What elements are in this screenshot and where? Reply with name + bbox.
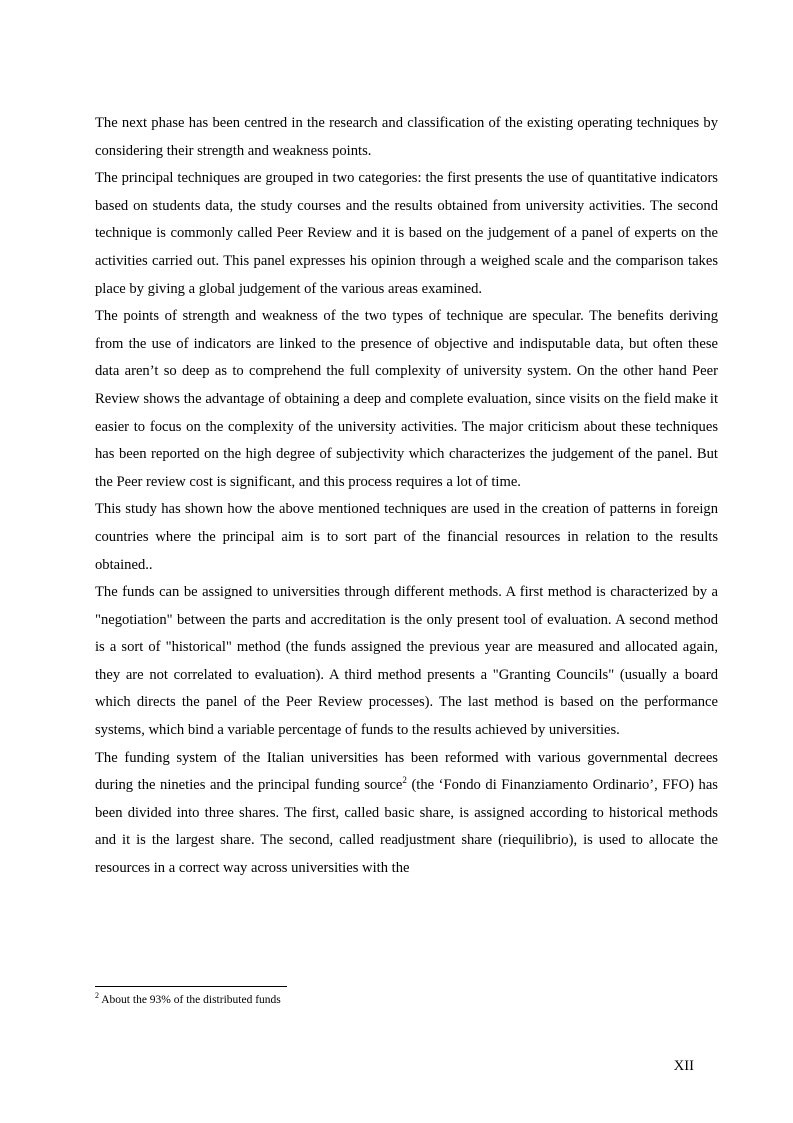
paragraph-funding-system-before: The funding system of the Italian universities has been reformed with various governmental decrees during the nineties and the principal funding source [95, 749, 718, 794]
paragraph-funding-system [95, 745, 718, 883]
paragraph-strength-weakness: The points of strength and weakness of the two types of technique are specular. The benefits deriving from the use of indicators are linked to the presence of objective and indisputable data, but often these data aren’t so deep as to comprehend the full complexity of university system. On the other hand Peer Review shows the advantage of obtaining a deep and complete evaluation, since visits on the field make it easier to focus on the complexity of the university activities. The major criticism about these techniques has been reported on the high degree of subjectivity which characterizes the judgement of the panel. But the Peer review cost is significant, and this process requires a lot of time. [95, 308, 718, 490]
paragraph-principal-techniques: The principal techniques are grouped in two categories: the first presents the use of quantitative indicators based on students data, the study courses and the results obtained from university activities. The second technique is commonly called Peer Review and it is based on the judgement of a panel of experts on the activities carried out. This panel expresses his opinion through a weighed scale and the comparison takes place by giving a global judgement of the various areas examined. [95, 170, 718, 297]
footnote [95, 992, 718, 1008]
body-text [95, 110, 718, 883]
paragraph-funds-assigned: The funds can be assigned to universities through different methods. A first method is characterized by a "negotiation" between the parts and accreditation is the only present tool of evaluation. A second method is a sort of "historical" method (the funds assigned the previous year are measured and allocated again, they are not correlated to evaluation). A third method presents a "Granting Councils" (usually a board which directs the panel of the Peer Review processes). The last method is based on the performance systems, which bind a variable percentage of funds to the results achieved by universities. [95, 584, 718, 739]
page-number: XII [673, 1058, 694, 1074]
footnote-separator [95, 986, 287, 987]
paragraph-next-phase: The next phase has been centred in the research and classification of the existing operating techniques by considering their strength and weakness points. [95, 115, 718, 159]
footnote-number: 2 [95, 991, 99, 1001]
footnote-text: About the 93% of the distributed funds [101, 994, 281, 1006]
footnote-reference: 2 [402, 775, 407, 786]
paragraph-study-shown: This study has shown how the above mentioned techniques are used in the creation of patterns in foreign countries where the principal aim is to sort part of the financial resources in relation to the results obtained.. [95, 501, 718, 573]
paragraph-funding-system-after: (the ‘Fondo di Finanziamento Ordinario’, FFO) has been divided into three shares. The first, called basic share, is assigned according to historical methods and it is the largest share. The second, called readjustment share (riequilibrio), is used to allocate the resources in a correct way across universities with the [95, 777, 718, 877]
